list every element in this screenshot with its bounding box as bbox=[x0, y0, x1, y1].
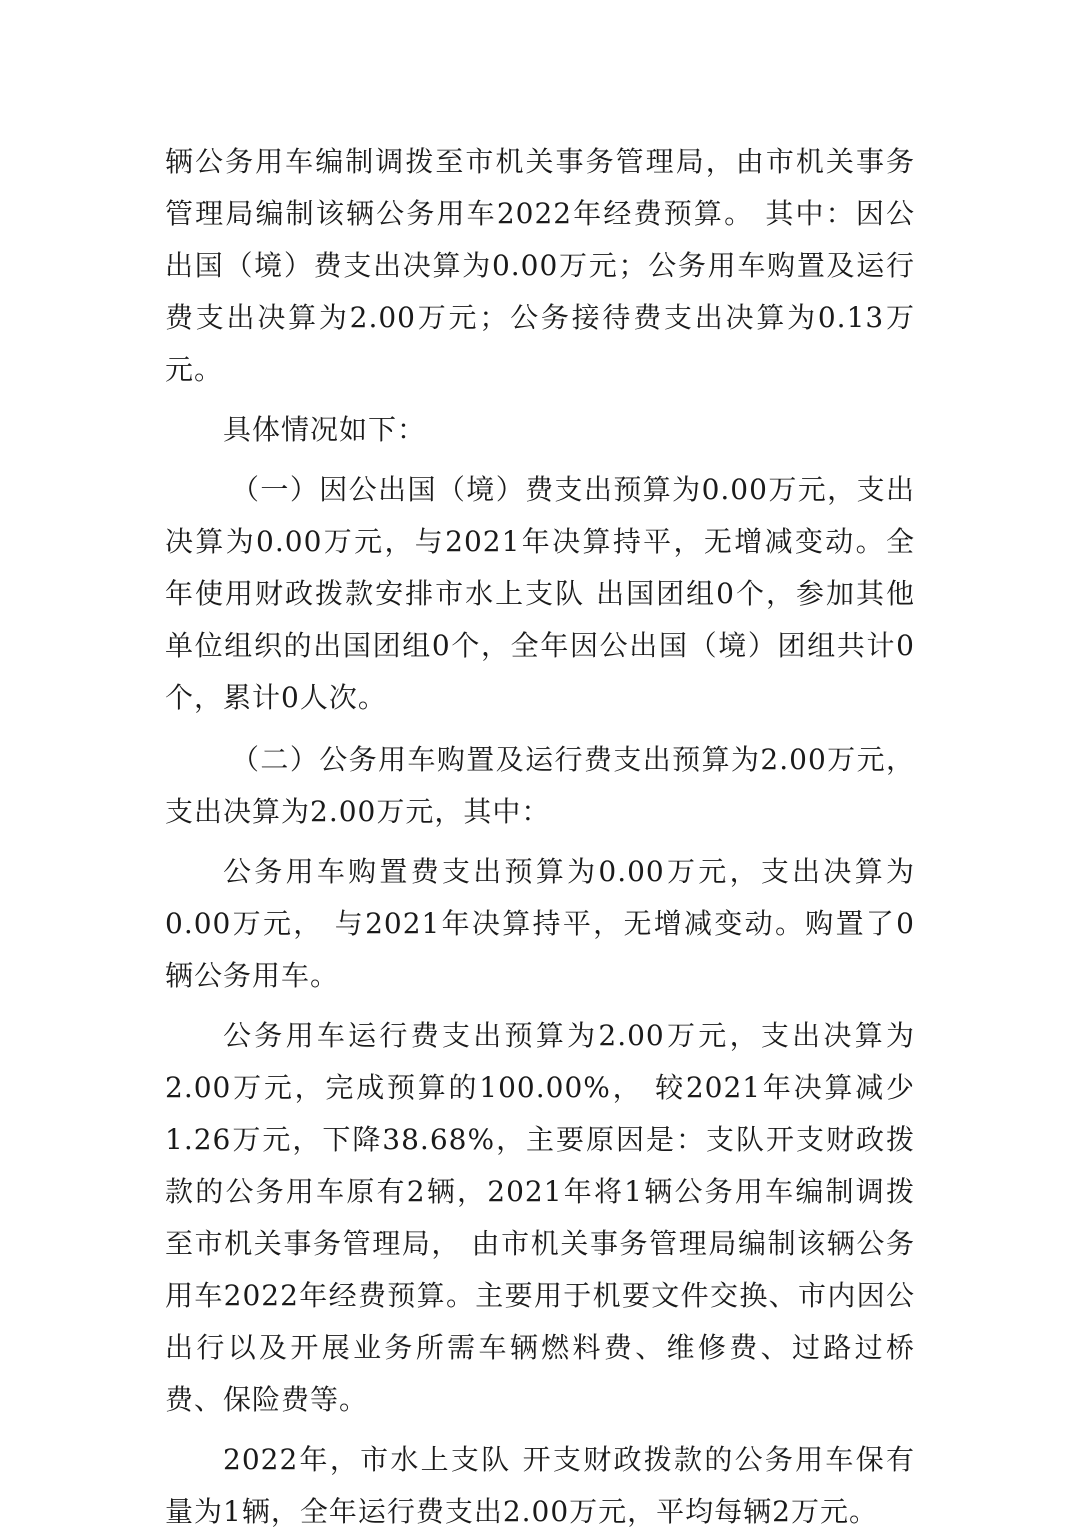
document-body bbox=[165, 136, 915, 1538]
paragraph-vehicle-purchase: 公务用车购置费支出预算为0.00万元，支出决算为0.00万元， 与2021年决算持平，无增减变动。购置了0辆公务用车。 bbox=[165, 855, 915, 992]
paragraph-details-intro: 具体情况如下： bbox=[223, 413, 427, 446]
paragraph-budget-summary: 辆公务用车编制调拨至市机关事务管理局，由市机关事务管理局编制该辆公务用车2022年经费预算。 其中：因公出国（境）费支出决算为0.00万元；公务用车购置及运行费支出决算为2.00万元；公务接待费支出决算为0.13万元。 bbox=[165, 145, 915, 386]
paragraph-vehicle-costs: （二）公务用车购置及运行费支出预算为2.00万元，支出决算为2.00万元，其中： bbox=[165, 743, 915, 828]
paragraph-vehicle-operation: 公务用车运行费支出预算为2.00万元，支出决算为2.00万元，完成预算的100.00%， 较2021年决算减少1.26万元，下降38.68%，主要原因是：支队开支财政拨款的公务用车原有2辆，2021年将1辆公务用车编制调拨至市机关事务管理局， 由市机关事务管理局编制该辆公务用车2022年经费预算。主要用于机要文件交换、市内因公出行以及开展业务所需车辆燃料费、维修费、过路过桥费、保险费等。 bbox=[165, 1019, 915, 1416]
paragraph-overseas-travel: （一）因公出国（境）费支出预算为0.00万元，支出决算为0.00万元，与2021年决算持平，无增减变动。全年使用财政拨款安排市水上支队 出国团组0个，参加其他单位组织的出国团组0个，全年因公出国（境）团组共计0个，累计0人次。 bbox=[165, 473, 915, 714]
paragraph-vehicle-holdings: 2022年，市水上支队 开支财政拨款的公务用车保有量为1辆，全年运行费支出2.00万元，平均每辆2万元。 bbox=[165, 1443, 915, 1528]
